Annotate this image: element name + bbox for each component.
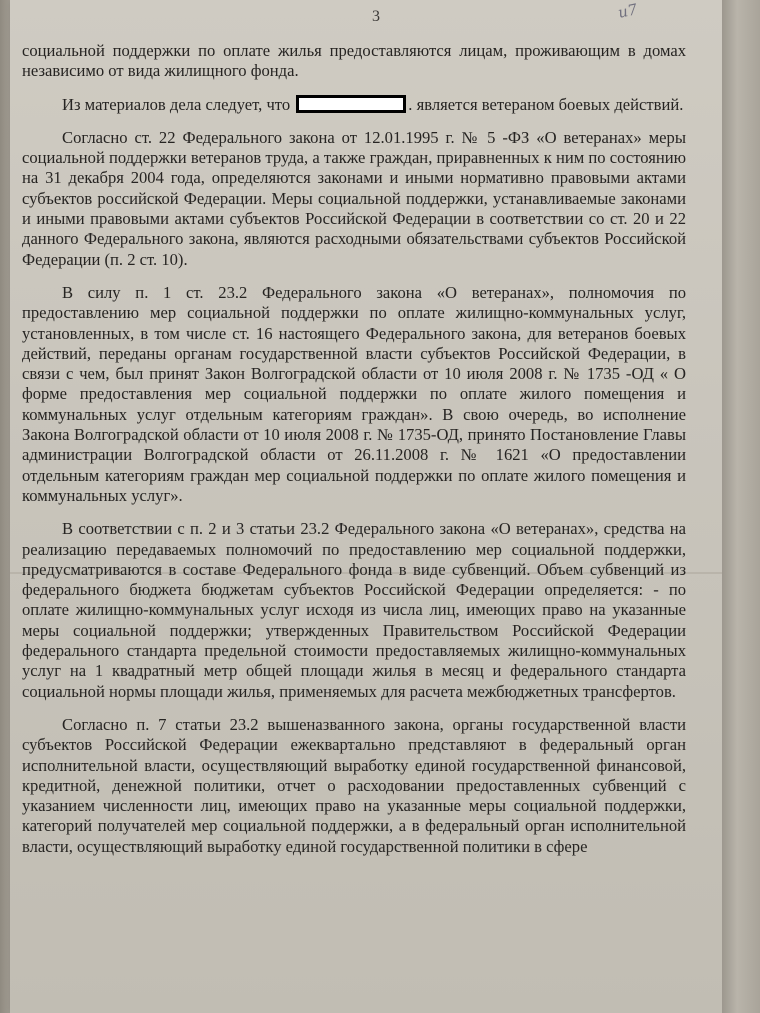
paragraph-4: В силу п. 1 ст. 23.2 Федерального закона «О ветеранах», полномочия по предоставлению мер социальной поддержки по оплате жилищно-коммунальных услуг, установленных, в том числе ст. 16 настоящего Федерального закона, для ветеранов боевых действий, переданы органам государственной власти субъектов Российской Федерации, в связи с чем, был принят Закон Волгоградской области от 10 июля 2008 г. № 1735 -ОД « О форме предоставления мер социальной поддержки по оплате жилого помещения и коммунальных услуг отдельным категориям граждан». В свою очередь, во исполнение Закона Волгоградской области от 10 июля 2008 г. № 1735-ОД, принято Постановление Главы администрации Волгоградской области от 26.11.2008 г. № 1621 «О предоставлении отдельным категориям граждан мер социальной поддержки по оплате жилого помещения и коммунальных услуг». [22,282,686,505]
paragraph-3: Согласно ст. 22 Федерального закона от 12.01.1995 г. № 5 -ФЗ «О ветеранах» меры социальной поддержки ветеранов труда, а также граждан, приравненных к ним по состоянию на 31 декабря 2004 года, определяются законами и иными нормативно правовыми актами субъектов российской Федерации. Меры социальной поддержки, устанавливаемые законами и иными правовыми актами субъектов Российской Федерации в соответствии со ст. 20 и 22 данного Федерального закона, являются расходными обязательствами субъектов Российской Федерации (п. 2 ст. 10). [22,127,686,269]
paragraph-1: социальной поддержки по оплате жилья предоставляются лицам, проживающим в домах независимо от вида жилищного фонда. [22,41,686,81]
background-edge [722,0,760,1013]
paragraph-2-end: . является ветераном боевых действий. [408,94,684,114]
handwritten-mark: и7 [616,0,639,22]
paragraph-2-start: Из материалов дела следует, что [62,94,291,114]
paragraph-5: В соответствии с п. 2 и 3 статьи 23.2 Федерального закона «О ветеранах», средства на реализацию передаваемых полномочий по предоставлению мер социальной поддержки, предусматриваются в составе Федерального фонда в виде субвенций. Объем субвенций из федерального бюджета бюджетам субъектов Российской Федерации определяется: - по оплате жилищно-коммунальных услуг исходя из числа лиц, имеющих право на указанные меры социальной поддержки; утвержденных Правительством Российской Федерации федерального стандарта предельной стоимости предоставляемых жилищно-коммунальных услуг на 1 квадратный метр общей площади жилья в месяц и федерального стандарта социальной нормы площади жилья, применяемых для расчета межбюджетных трансфертов. [22,519,686,701]
paragraph-2 [22,95,686,115]
paragraph-6: Согласно п. 7 статьи 23.2 вышеназванного закона, органы государственной власти субъектов Российской Федерации ежеквартально представляют в федеральный орган исполнительной власти, осуществляющий выработку единой государственной финансовой, кредитной, денежной политики, отчет о расходовании предоставленных субвенций с указанием численности лиц, имеющих право на указанные меры социальной поддержки, категорий получателей мер социальной поддержки, а в федеральный орган исполнительной власти, осуществляющий выработку единой государственной политики в сфере [22,714,686,856]
page-number: 3 [372,8,380,25]
document-body [22,41,686,857]
redacted-name [296,95,406,113]
